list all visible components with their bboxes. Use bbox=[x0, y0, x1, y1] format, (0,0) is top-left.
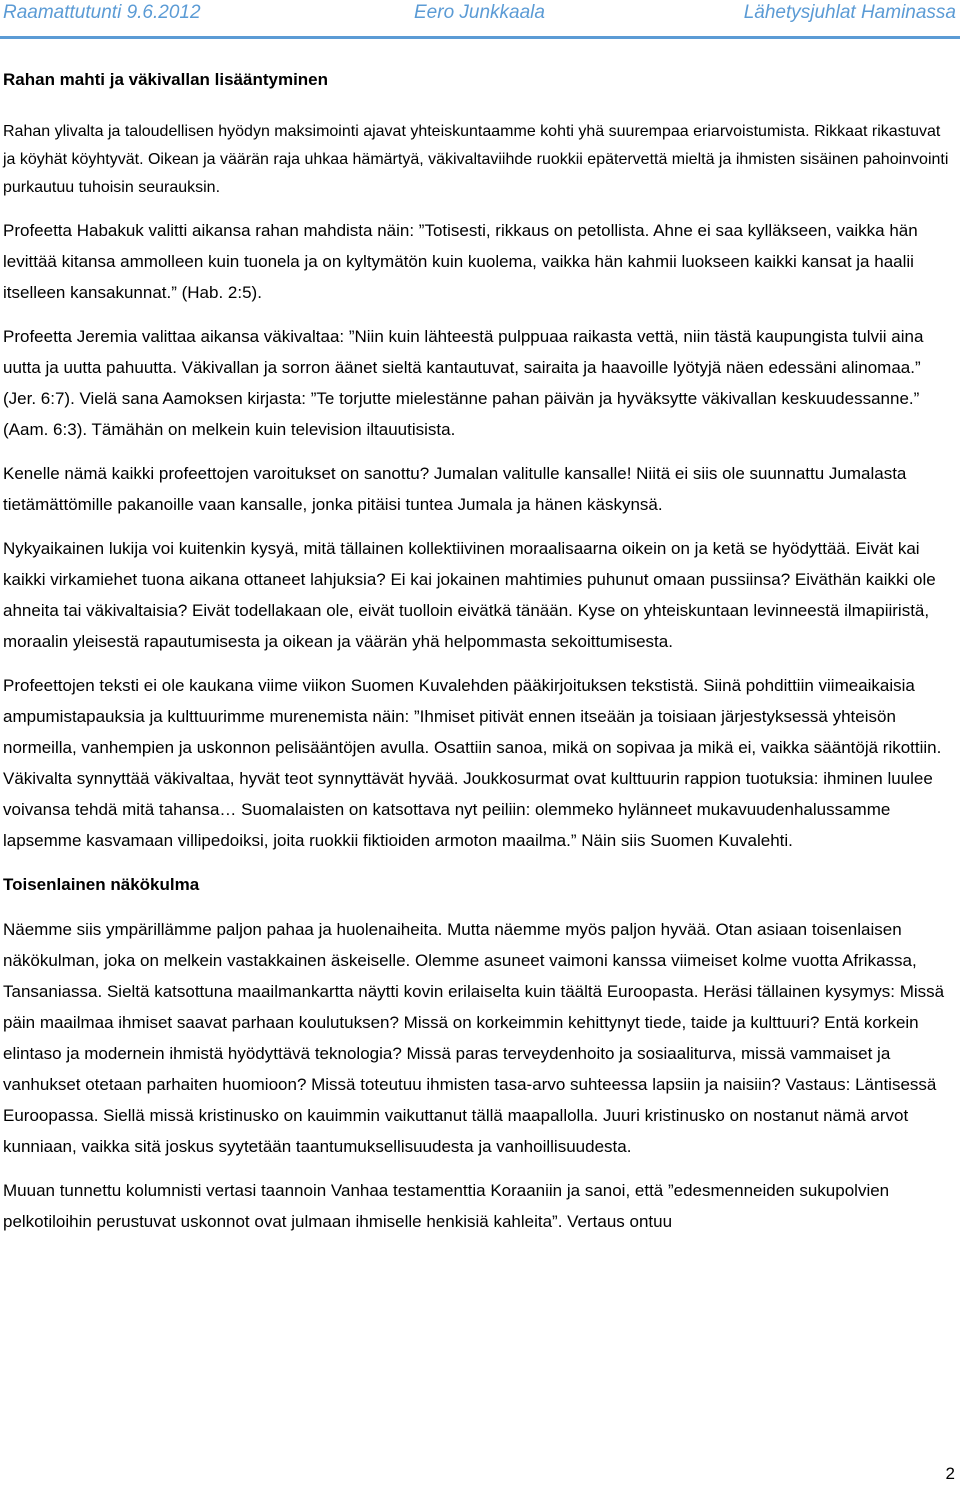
paragraph: Profeetta Jeremia valittaa aikansa väkivaltaa: ”Niin kuin lähteestä pulppuaa raikasta vettä, niin tästä kaupungista tulvii aina uutta ja uutta pahuutta. Väkivallan ja sorron äänet sieltä kantautuvat, sairaita ja haavoille lyötyjä näen edessäni alinomaa.” (Jer. 6:7). Vielä sana Aamoksen kirjasta: ”Te torjutte mielestänne pahan päivän ja hyväksytte väkivallan keskuudessanne.” (Aam. 6:3). Tämähän on melkein kuin television iltauutisista. bbox=[3, 327, 924, 439]
header-event: Lähetysjuhlat Haminassa bbox=[743, 2, 956, 23]
section-heading-1: Rahan mahti ja väkivallan lisääntyminen bbox=[3, 70, 329, 89]
paragraph: Nykyaikainen lukija voi kuitenkin kysyä, mitä tällainen kollektiivinen moraalisaarna oikein on ja ketä se hyödyttää. Eivät kai kaikki virkamiehet tuona aikana ottaneet lahjuksia? Ei kai jokainen mahtimies puhunut omaan pussiinsa? Eiväthän kaikki ole ahneita tai väkivaltaisia? Eivät todellakaan ole, eivät tuolloin eivätkä tänään. Kyse on yhteiskuntaan levinneestä ilmapiiristä, moraalin yleisestä rapautumisesta ja oikean ja väärän yhä helpommasta sekoittumisesta. bbox=[3, 539, 936, 651]
paragraph: Näemme siis ympärillämme paljon pahaa ja huolenaiheita. Mutta näemme myös paljon hyvää. Otan asiaan toisenlaisen näkökulman, joka on melkein vastakkainen äskeiselle. Olemme asuneet vaimoni kanssa viimeiset kolme vuotta Afrikassa, Tansaniassa. Sieltä katsottuna maailmankartta näytti kovin erilaiselta kuin täältä Euroopasta. Heräsi tällainen kysymys: Missä päin maailmaa ihmiset saavat parhaan koulutuksen? Missä on korkeimmin kehittynyt tiede, taide ja kulttuuri? Entä korkein elintaso ja modernein ihmistä hyödyttävä teknologia? Missä paras terveydenhoito ja sosiaaliturva, missä vammaiset ja vanhukset otetaan parhaiten huomioon? Missä toteutuu ihmisten tasa-arvo suhteessa lapsiin ja naisiin? Vastaus: Läntisessä Euroopassa. Siellä missä kristinusko on kauimmin vaikuttanut tällä maapallolla. Juuri kristinusko on nostanut nämä arvot kunniaan, vaikka sitä joskus syytetään taantumuksellisuudesta ja vanhoillisuudesta. bbox=[3, 920, 945, 1156]
section-heading-2: Toisenlainen näkökulma bbox=[3, 875, 200, 894]
paragraph: Rahan ylivalta ja taloudellisen hyödyn maksimointi ajavat yhteiskuntaamme kohti yhä suurempaa eriarvoistumista. Rikkaat rikastuvat ja köyhät köyhtyvät. Oikean ja väärän raja uhkaa hämärtyä, väkivaltaviihde ruokkii epätervettä mieltä ja ihmisten sisäinen pahoinvointi purkautuu tuhoisin seurauksin. bbox=[3, 123, 949, 196]
header-divider bbox=[0, 36, 960, 39]
page-number: 2 bbox=[945, 1464, 955, 1483]
paragraph: Profeetta Habakuk valitti aikansa rahan mahdista näin: ”Totisesti, rikkaus on petollista. Ahne ei saa kylläkseen, vaikka hän levittää kitansa ammolleen kuin tuonela ja on kyltymätön kuin kuolema, vaikka hän kahmii luokseen kaikki kansat ja haalii itselleen kansakunnat.” (Hab. 2:5). bbox=[3, 221, 918, 302]
paragraph: Muuan tunnettu kolumnisti vertasi taannoin Vanhaa testamenttia Koraaniin ja sanoi, että ”edesmenneiden sukupolvien pelkotiloihin perustuvat uskonnot ovat julmaan ihmiselle henkisiä kahleita”. Vertaus ontuu bbox=[3, 1181, 890, 1231]
document-body bbox=[3, 64, 951, 1250]
paragraph: Kenelle nämä kaikki profeettojen varoitukset on sanottu? Jumalan valitulle kansalle! Niitä ei siis ole suunnattu Jumalasta tietämättömille pakanoille vaan kansalle, jonka pitäisi tuntea Jumala ja hänen käskynsä. bbox=[3, 464, 907, 514]
header-left-text: Raamattutunti 9.6.2012 bbox=[3, 2, 201, 23]
page-header bbox=[0, 0, 960, 36]
header-author: Eero Junkkaala bbox=[414, 2, 545, 23]
paragraph: Profeettojen teksti ei ole kaukana viime viikon Suomen Kuvalehden pääkirjoituksen tekstistä. Siinä pohdittiin viimeaikaisia ampumistapauksia ja kulttuurimme murenemista näin: ”Ihmiset pitivät ennen itseään ja toisiaan järjestyksessä yhteisön normeilla, vanhempien ja uskonnon pelisääntöjen avulla. Osattiin sanoa, mikä on sopivaa ja mikä ei, vaikka sääntöjä rikottiin. Väkivalta synnyttää väkivaltaa, hyvät teot synnyttävät hyvää. Joukkosurmat ovat kulttuurin rappion tuotuksia: ihminen luulee voivansa tehdä mitä tahansa… Suomalaisten on katsottava nyt peiliin: olemmeko hylänneet mukavuudenhalussamme lapsemme kasvamaan villipedoiksi, joita ruokkii fiktioiden armoton maailma.” Näin siis Suomen Kuvalehti. bbox=[3, 676, 942, 850]
